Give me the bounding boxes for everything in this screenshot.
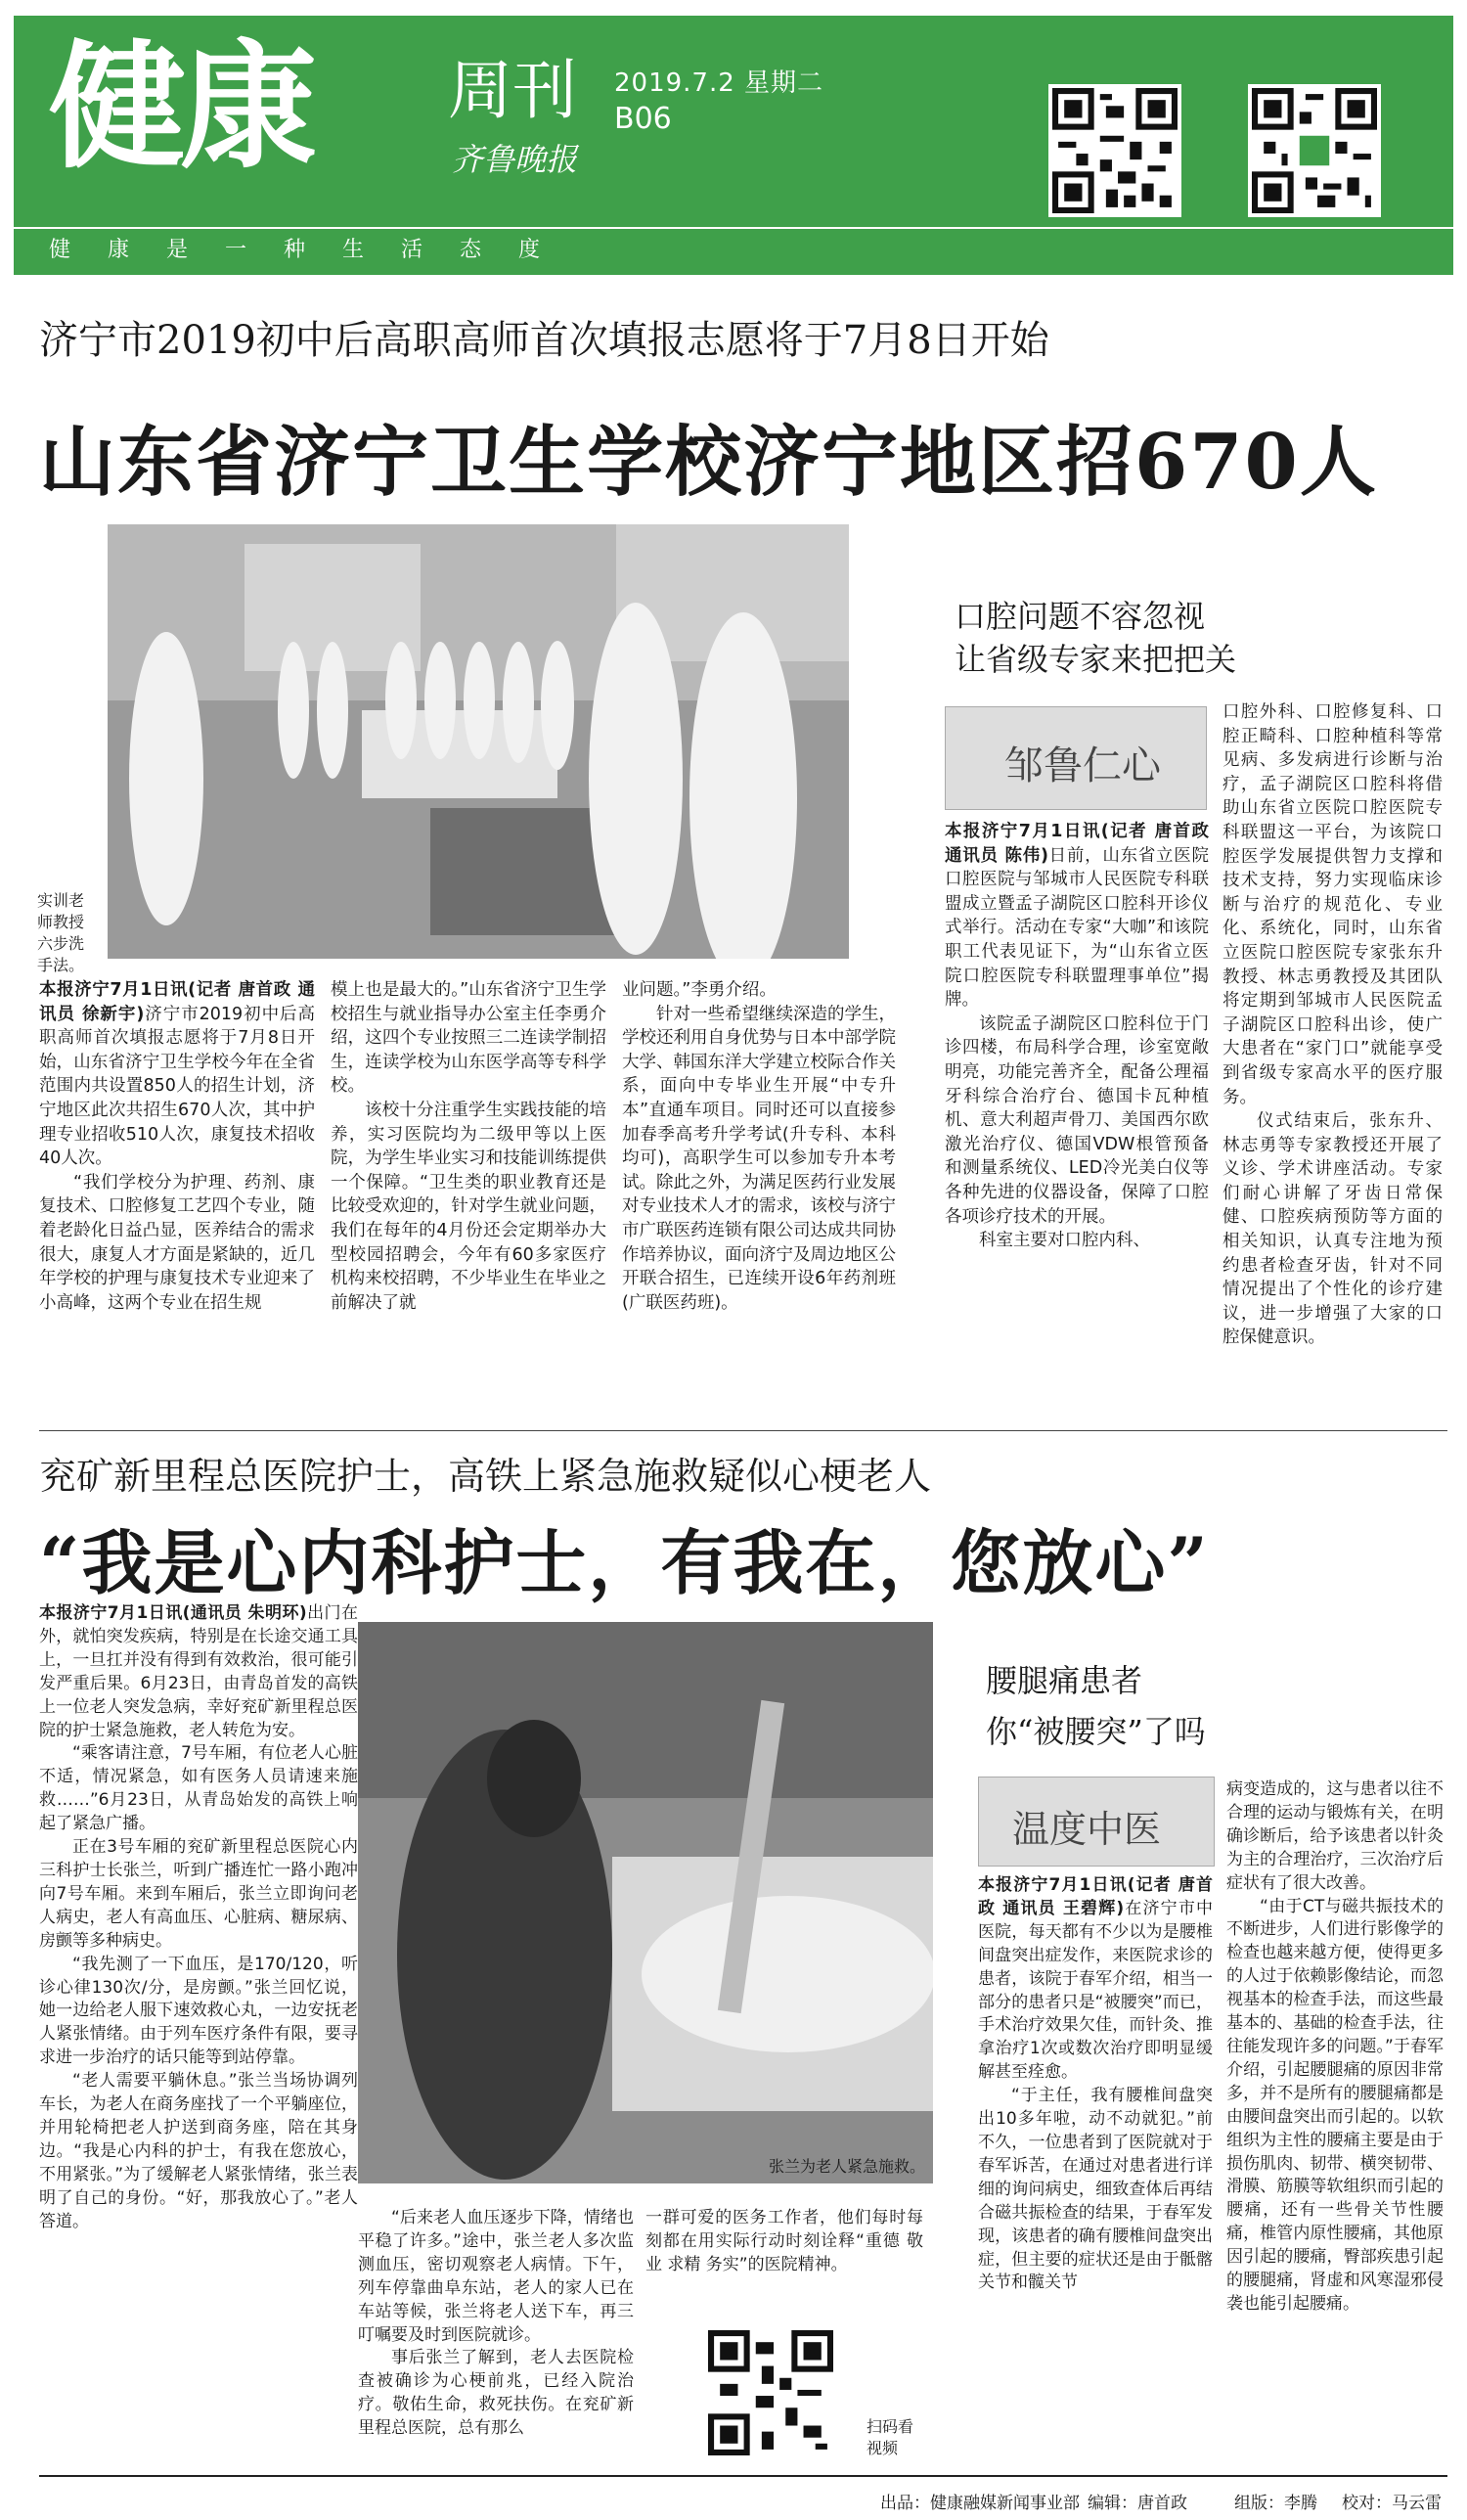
article3-subtitle: 兖矿新里程总医院护士，高铁上紧急施救疑似心梗老人 bbox=[39, 1455, 932, 1498]
article1-paragraph: 模上也是最大的。”山东省济宁卫生学校招生与就业指导办公室主任李勇介绍，这四个专业按照三二连读学制招生，连读学校为山东医学高等专科学校。 bbox=[331, 980, 606, 1097]
article3-dateline: 本报济宁7月1日讯(通讯员 朱明环) bbox=[39, 1603, 307, 1623]
article4-paragraph: “于主任，我有腰椎间盘突出10多年啦，动不动就犯。”前不久，一位患者到了医院就对于春军诉苦，在通过对患者进行详细的询问病史，细致查体后再结合磁共振检查的结果，于春军发现，该患者的确有腰椎间盘突出症，但主要的症状还是由于骶髂关节和髋关节 bbox=[978, 2086, 1213, 2293]
article3-paragraph: 事后张兰了解到，老人去医院检查被确诊为心梗前兆，已经入院治疗。敬佑生命，救死扶伤。在兖矿新里程总医院，总有那么 bbox=[358, 2348, 634, 2439]
article4-paragraph: 病变造成的，这与患者以往不合理的运动与锻炼有关，在明确诊断后，给予该患者以针灸为主的合理治疗，三次治疗后症状有了很大改善。 bbox=[1226, 1779, 1444, 1893]
article3-paragraph: “乘客请注意，7号车厢，有位老人心脏不适，情况紧急，如有医务人员请速来施救……”6月23日，从青岛始发的高铁上响起了紧急广播。 bbox=[39, 1743, 358, 1834]
article4-title-line: 你“被腰突”了吗 bbox=[986, 1713, 1206, 1750]
article2-text: 日前，山东省立医院口腔医院与邹城市人民医院专科联盟成立暨孟子湖院区口腔科开诊仪式举行。活动在专家“大咖”和该院职工代表见证下，为“山东省立医院口腔医院专科联盟理事单位”揭牌。 bbox=[945, 845, 1209, 1011]
footer-publisher: 出品：健康融媒新闻事业部 bbox=[880, 2494, 1080, 2513]
article2-column-2 bbox=[1222, 700, 1443, 1350]
article4-title-line: 腰腿痛患者 bbox=[986, 1662, 1143, 1699]
article1-paragraph: 业问题。”李勇介绍。 bbox=[622, 980, 777, 1000]
article3-paragraph: “我先测了一下血压，是170/120，听诊心律130次/分，是房颤。”张兰回忆说，她一边给老人服下速效救心丸，一边安抚老人紧张情绪。由于列车医疗条件有限，要寻求进一步治疗的话只能等到站停靠。 bbox=[39, 1954, 358, 2068]
nurse-rescue-photo bbox=[358, 1622, 933, 2183]
article3-paragraph: “后来老人血压逐步下降，情绪也平稳了许多。”途中，张兰老人多次监测血压，密切观察老人病情。下午，列车停靠曲阜东站，老人的家人已在车站等候，张兰将老人送下车，再三叮嘱要及时到医院就诊。 bbox=[358, 2208, 634, 2345]
article3-title: “我是心内科护士，有我在，您放心” bbox=[39, 1521, 1210, 1604]
masthead-title: 健康 bbox=[49, 27, 312, 188]
qr-code-icon[interactable] bbox=[1048, 84, 1181, 217]
article1-text: 济宁市2019初中后高职高师首次填报志愿将于7月8日开始，山东省济宁卫生学校今年在全省范围内共设置850人的招生计划，济宁地区此次共招生670人次，其中护理专业招收510人次，康复技术招收40人次。 bbox=[39, 1004, 315, 1169]
article1-paragraph: 针对一些希望继续深造的学生，学校还利用自身优势与日本中部学院大学、韩国东洋大学建立校际合作关系，面向中专毕业生开展“中专升本”直通车项目。同时还可以直接参加春季高考升学考试(升专科、本科均可)，高职学生可以参加专升本考试。除此之外，为满足医药行业发展对专业技术人才的需求，该校与济宁市广联医药连锁有限公司达成共同协作培养协议，面向济宁及周边地区公开联合招生，已连续开设6年药剂班(广联医药班)。 bbox=[622, 1004, 896, 1313]
photo-caption: 张兰为老人紧急施救。 bbox=[769, 2157, 926, 2176]
article3-text: 出门在外，就怕突发疾病，特别是在长途交通工具上，一旦扛并没有得到有效救治，很可能引发严重后果。6月23日，由青岛首发的高铁上一位老人突发急病，幸好兖矿新里程总医院的护士紧急施救，老人转危为安。 bbox=[39, 1603, 359, 1740]
masthead-weekly-label: 周刊 bbox=[448, 53, 577, 128]
column-logo bbox=[945, 706, 1207, 810]
page-number: B06 bbox=[614, 102, 672, 136]
footer-proofreader: 校对：马云雷 bbox=[1342, 2494, 1442, 2513]
video-qr-code-icon[interactable] bbox=[704, 2326, 837, 2459]
article4-text: 在济宁市中医院，每天都有不少以为是腰椎间盘突出症发作，来医院求诊的患者，该院于春军介绍，相当一部分的患者只是“被腰突”而已，手术治疗效果欠佳，而针灸、推拿治疗1次或数次治疗即明显缓解甚至痊愈。 bbox=[978, 1898, 1214, 2083]
article4-title bbox=[986, 1655, 1206, 1757]
article1-dateline: 本报济宁7月1日讯(记者 唐首政 通讯员 徐新宇) bbox=[39, 980, 315, 1024]
article2-paragraph: 科室主要对口腔内科、 bbox=[979, 1231, 1150, 1251]
article4-paragraph: “由于CT与磁共振技术的不断进步，人们进行影像学的检查也越来越方便，使得更多的人过于依赖影像结论，而忽视基本的检查手法，而这些最基本的、基础的检查手法，往往能发现许多的问题。”于春军介绍，引起腰腿痛的原因非常多，并不是所有的腰腿痛都是由腰间盘突出而引起的。以软组织为主性的腰痛主要是由于损伤肌肉、韧带、横突韧带、滑膜、筋膜等软组织而引起的腰痛，还有一些骨关节性腰痛，椎管内原性腰痛，其他原因引起的腰痛，臀部疾患引起的腰腿痛，肾虚和风寒湿邪侵袭也能引起腰痛。 bbox=[1226, 1896, 1444, 2314]
footer-designer: 组版：李腾 bbox=[1234, 2494, 1317, 2513]
article3-paragraph: “老人需要平躺休息。”张兰当场协调列车长，为老人在商务座找了一个平躺座位，并用轮椅把老人护送到商务座，陪在其身边。“我是心内科的护士，有我在您放心，不用紧张。”为了缓解老人紧张情绪，张兰表明了自己的身份。“好，那我放心了。”老人答道。 bbox=[39, 2071, 358, 2231]
footer-editor: 编辑：唐首政 bbox=[1088, 2494, 1187, 2513]
article4-dateline: 本报济宁7月1日讯(记者 唐首政 通讯员 王碧辉) bbox=[978, 1875, 1213, 1918]
article3-paragraph: 正在3号车厢的兖矿新里程总医院心内三科护士长张兰，听到广播连忙一路小跑冲向7号车厢。来到车厢后，张兰立即询问老人病史，老人有高血压、心脏病、糖尿病、房颤等多种病史。 bbox=[39, 1837, 358, 1951]
article1-title: 山东省济宁卫生学校济宁地区招670人 bbox=[39, 418, 1378, 507]
article3-column-1 bbox=[39, 1602, 358, 2233]
article4-column-1 bbox=[978, 1874, 1213, 2295]
masthead-divider bbox=[14, 227, 1453, 229]
column-logo-text: 温度中医 bbox=[1012, 1808, 1162, 1851]
article2-paragraph: 该院孟子湖院区口腔科位于门诊四楼，布局科学合理，诊室宽敞明亮，功能完善齐全，配备公理福牙科综合治疗台、德国卡瓦种植机、意大利超声骨刀、美国西尔欧激光治疗仪、德国VDW根管预备和测量系统仪、LED冷光美白仪等各种先进的仪器设备，保障了口腔各项诊疗技术的开展。 bbox=[945, 1013, 1209, 1227]
article2-title-line: 让省级专家来把把关 bbox=[955, 641, 1237, 678]
article1-column-3 bbox=[622, 978, 896, 1315]
issue-date: 2019.7.2 星期二 bbox=[614, 68, 824, 98]
article2-dateline: 本报济宁7月1日讯(记者 唐首政 通讯员 陈伟) bbox=[945, 822, 1209, 866]
article4-column-2 bbox=[1226, 1778, 1444, 2317]
newspaper-name: 齐鲁晚报 bbox=[452, 141, 578, 178]
article3-column-3 bbox=[645, 2207, 923, 2277]
article1-column-1 bbox=[39, 978, 315, 1315]
masthead-slogan: 健康是一种生活态度 bbox=[49, 238, 578, 262]
scan-video-label: 扫码看视频 bbox=[867, 2417, 914, 2457]
article1-column-2 bbox=[331, 978, 606, 1315]
article2-title bbox=[955, 595, 1236, 681]
article2-paragraph: 口腔外科、口腔修复科、口腔正畸科、口腔种植科等常见病、多发病进行诊断与治疗，孟子湖院区口腔科将借助山东省立医院口腔医院专科联盟这一平台，为该院口腔医学发展提供智力支撑和技术支持，努力实现临床诊断与治疗的规范化、专业化、系统化，同时，山东省立医院口腔医院专家张东升教授、林志勇教授及其团队将定期到邹城市人民医院孟子湖院区口腔科出诊，使广大患者在“家门口”就能享受到省级专家高水平的医疗服务。 bbox=[1222, 702, 1443, 1107]
article2-paragraph: 仪式结束后，张东升、林志勇等专家教授还开展了义诊、学术讲座活动。专家们耐心讲解了牙齿日常保健、口腔疾病预防等方面的相关知识，认真专注地为预约患者检查牙齿，针对不同情况提出了个性化的诊疗建议，进一步增强了大家的口腔保健意识。 bbox=[1222, 1111, 1443, 1348]
column-logo bbox=[978, 1777, 1215, 1867]
column-logo-text: 邹鲁仁心 bbox=[1004, 743, 1161, 788]
footer-divider bbox=[39, 2475, 1447, 2477]
qr-code-icon[interactable] bbox=[1248, 84, 1381, 217]
article1-paragraph: “我们学校分为护理、药剂、康复技术、口腔修复工艺四个专业，随着老龄化日益凸显，医养结合的需求很大，康复人才方面是紧缺的，近几年学校的护理与康复技术专业迎来了小高峰，这两个专业在招生规 bbox=[39, 1172, 315, 1313]
photo-caption: 实训老师教授六步洗手法。 bbox=[37, 891, 85, 974]
section-divider bbox=[39, 1430, 1447, 1431]
article2-column-1 bbox=[945, 820, 1209, 1253]
article1-paragraph: 该校十分注重学生实践技能的培养，实习医院均为二级甲等以上医院，为学生毕业实习和技能训练提供一个保障。“卫生类的职业教育还是比较受欢迎的，针对学生就业问题，我们在每年的4月份还会定期举办大型校园招聘会，今年有60多家医疗机构来校招聘，不少毕业生在毕业之前解决了就 bbox=[331, 1100, 606, 1313]
article3-column-2 bbox=[358, 2207, 634, 2441]
article1-subtitle: 济宁市2019初中后高职高师首次填报志愿将于7月8日开始 bbox=[39, 318, 1049, 363]
article3-paragraph: 一群可爱的医务工作者，他们每时每刻都在用实际行动时刻诠释“重德 敬业 求精 务实”的医院精神。 bbox=[645, 2208, 923, 2274]
article2-title-line: 口腔问题不容忽视 bbox=[955, 598, 1206, 635]
nurses-training-photo bbox=[108, 524, 849, 959]
